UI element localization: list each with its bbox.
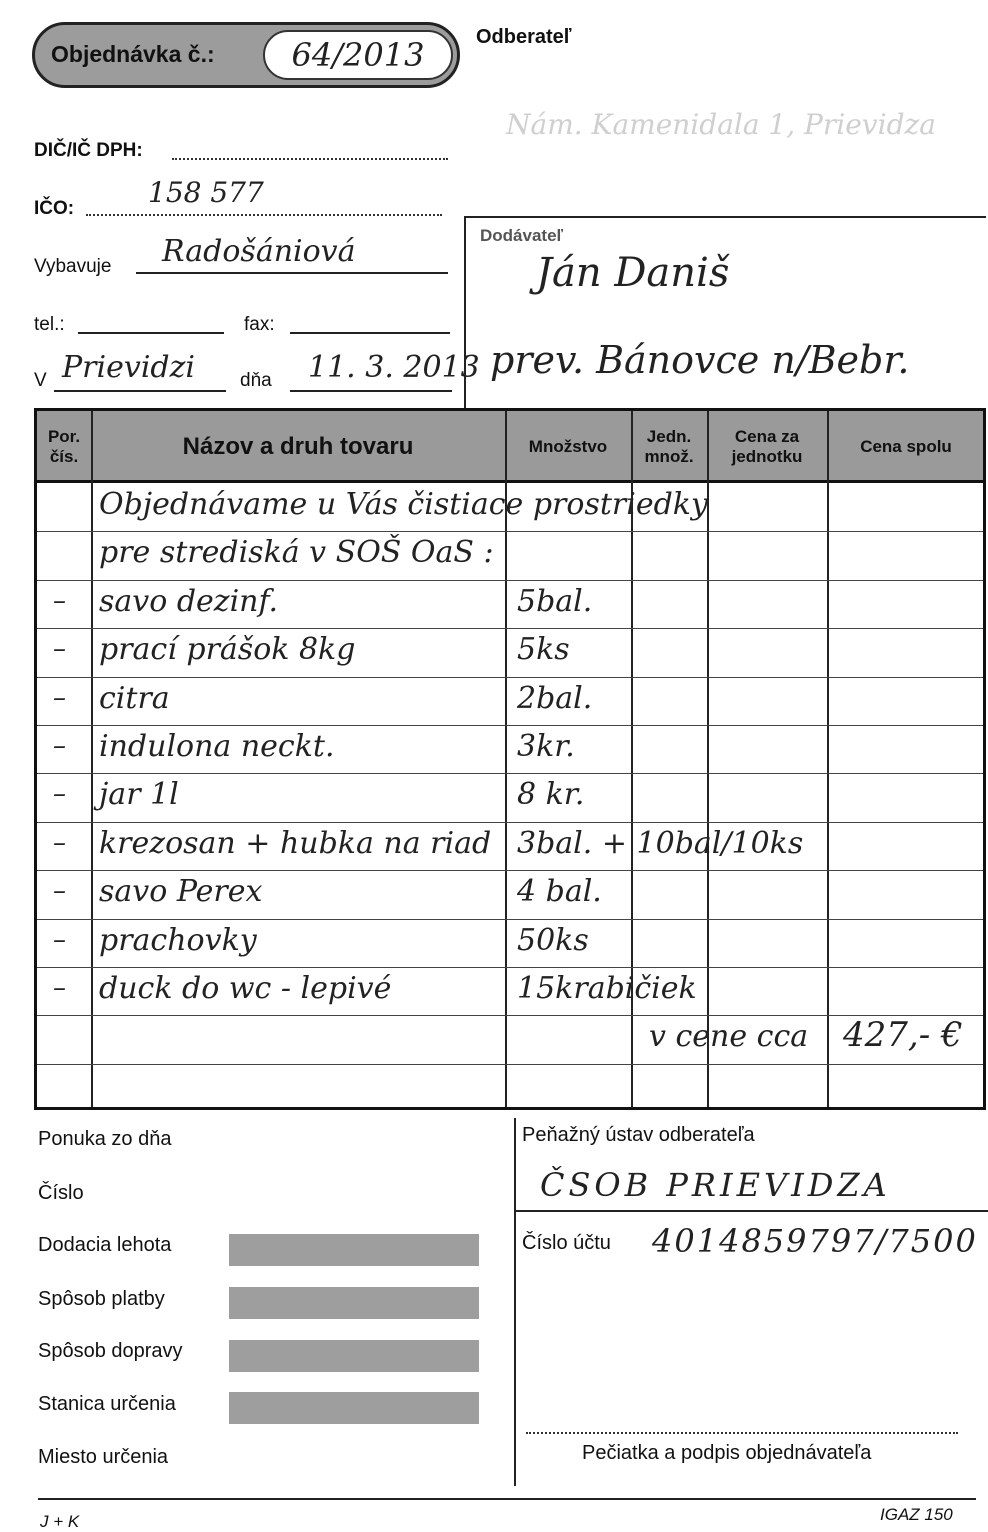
- row-item-name: savo dezinf.: [99, 583, 279, 619]
- header-total: Cena spolu: [860, 437, 952, 456]
- row-number: –: [53, 634, 66, 665]
- payment-label: Spôsob platby: [38, 1288, 165, 1310]
- supplier-box: [464, 216, 986, 410]
- row-item-name: prachovky: [99, 922, 257, 958]
- row-number: –: [53, 827, 66, 858]
- row-number: –: [53, 924, 66, 955]
- account-label: Číslo účtu: [522, 1232, 611, 1254]
- footer-line: [38, 1498, 976, 1500]
- row-divider: [37, 773, 983, 774]
- col-divider: [91, 411, 93, 1107]
- row-divider: [37, 628, 983, 629]
- bank-label: Peňažný ústav odberateľa: [522, 1124, 755, 1146]
- row-divider: [37, 531, 983, 532]
- row-number: –: [53, 682, 66, 713]
- date-value: 11. 3. 2013: [308, 350, 480, 385]
- row-item-name: duck do wc - lepivé: [99, 971, 392, 1006]
- row-divider: [37, 580, 983, 581]
- date-label: dňa: [240, 370, 272, 391]
- date-field: [290, 390, 452, 392]
- dic-label: DIČ/IČ DPH:: [34, 140, 143, 161]
- items-table: [34, 408, 986, 1110]
- footer-left: J + K: [40, 1512, 80, 1531]
- number-label: Číslo: [38, 1182, 84, 1204]
- station-field: [229, 1392, 479, 1424]
- row-item-name: Objednávame u Vás čistiace prostriedky: [99, 487, 708, 522]
- stamp-ghost: [560, 1286, 940, 1366]
- row-item-name: pre strediská v SOŠ OaS :: [99, 535, 494, 571]
- tel-label: tel.:: [34, 314, 65, 335]
- customer-label: Odberateľ: [476, 26, 572, 48]
- signature-line: [526, 1432, 958, 1434]
- handler-value: Radošániová: [162, 234, 356, 269]
- row-quantity: 3bal. + 10bal/10ks: [517, 825, 804, 861]
- place-field: [54, 390, 226, 392]
- destination-label: Miesto určenia: [38, 1446, 169, 1468]
- row-quantity: 2bal.: [517, 680, 593, 716]
- bank-value: ČSOB PRIEVIDZA: [540, 1166, 891, 1204]
- row-divider: [37, 919, 983, 920]
- handler-field: [136, 272, 448, 274]
- row-quantity: 50ks: [517, 922, 589, 958]
- payment-field: [229, 1287, 479, 1319]
- row-item-name: krezosan + hubka na riad: [99, 825, 492, 861]
- delivery-label: Dodacia lehota: [38, 1234, 172, 1256]
- row-divider: [37, 677, 983, 678]
- row-number: –: [53, 876, 66, 907]
- supplier-label: Dodávateľ: [480, 226, 564, 245]
- row-quantity: 5bal.: [517, 583, 593, 619]
- row-divider: [37, 1015, 983, 1016]
- row-item-name: savo Perex: [99, 874, 263, 910]
- row-number: –: [53, 779, 66, 810]
- row-divider: [37, 967, 983, 968]
- delivery-field: [229, 1234, 479, 1266]
- header-name: Názov a druh tovaru: [182, 433, 414, 460]
- row-quantity: 15krabičiek: [517, 971, 697, 1006]
- transport-label: Spôsob dopravy: [38, 1340, 183, 1362]
- account-value: 4014859797/7500: [652, 1222, 978, 1260]
- transport-field: [229, 1340, 479, 1372]
- col-divider: [827, 411, 829, 1107]
- place-value: Prievidzi: [62, 350, 196, 385]
- row-item-name: citra: [99, 680, 170, 716]
- station-label: Stanica určenia: [38, 1393, 176, 1415]
- ico-value: 158 577: [148, 176, 264, 209]
- order-number-label: Objednávka č.:: [51, 41, 215, 67]
- row-divider: [37, 870, 983, 871]
- total-value: 427,- €: [843, 1015, 963, 1055]
- row-quantity: 3kr.: [517, 729, 575, 764]
- bottom-divider: [514, 1118, 516, 1486]
- bank-account-divider: [514, 1210, 988, 1212]
- total-note: v cene cca: [649, 1019, 809, 1054]
- ico-field: [86, 214, 442, 216]
- supplier-address: prev. Bánovce n/Bebr.: [490, 338, 910, 382]
- row-divider: [37, 822, 983, 823]
- row-number: –: [53, 731, 66, 761]
- header-unit: Jedn. množ.: [644, 427, 694, 466]
- customer-address-ghost: Nám. Kamenidala 1, Prievidza: [506, 108, 936, 141]
- header-qty: Množstvo: [528, 437, 608, 456]
- place-prefix: V: [34, 370, 47, 391]
- row-divider: [37, 1064, 983, 1065]
- dic-field: [172, 158, 448, 160]
- stamp-label: Pečiatka a podpis objednávateľa: [582, 1442, 872, 1464]
- fax-label: fax:: [244, 314, 275, 335]
- header-no: Por. čís.: [47, 427, 81, 466]
- row-number: –: [53, 585, 66, 616]
- row-item-name: jar 1l: [99, 777, 179, 813]
- row-quantity: 8 kr.: [517, 777, 585, 813]
- row-number: –: [53, 973, 66, 1003]
- fax-field: [290, 332, 450, 334]
- row-item-name: prací prášok 8kg: [99, 632, 356, 668]
- supplier-name: Ján Daniš: [536, 250, 730, 296]
- offer-label: Ponuka zo dňa: [38, 1128, 172, 1150]
- footer-right: IGAZ 150: [880, 1505, 953, 1524]
- row-item-name: indulona neckt.: [99, 729, 335, 764]
- order-number-value: 64/2013: [263, 30, 453, 80]
- row-quantity: 4 bal.: [517, 874, 602, 910]
- order-number-box: [32, 22, 460, 88]
- row-divider: [37, 725, 983, 726]
- row-quantity: 5ks: [517, 632, 570, 668]
- handler-label: Vybavuje: [34, 256, 112, 277]
- tel-field: [78, 332, 224, 334]
- ico-label: IČO:: [34, 198, 75, 219]
- header-unit-price: Cena za jednotku: [731, 427, 803, 466]
